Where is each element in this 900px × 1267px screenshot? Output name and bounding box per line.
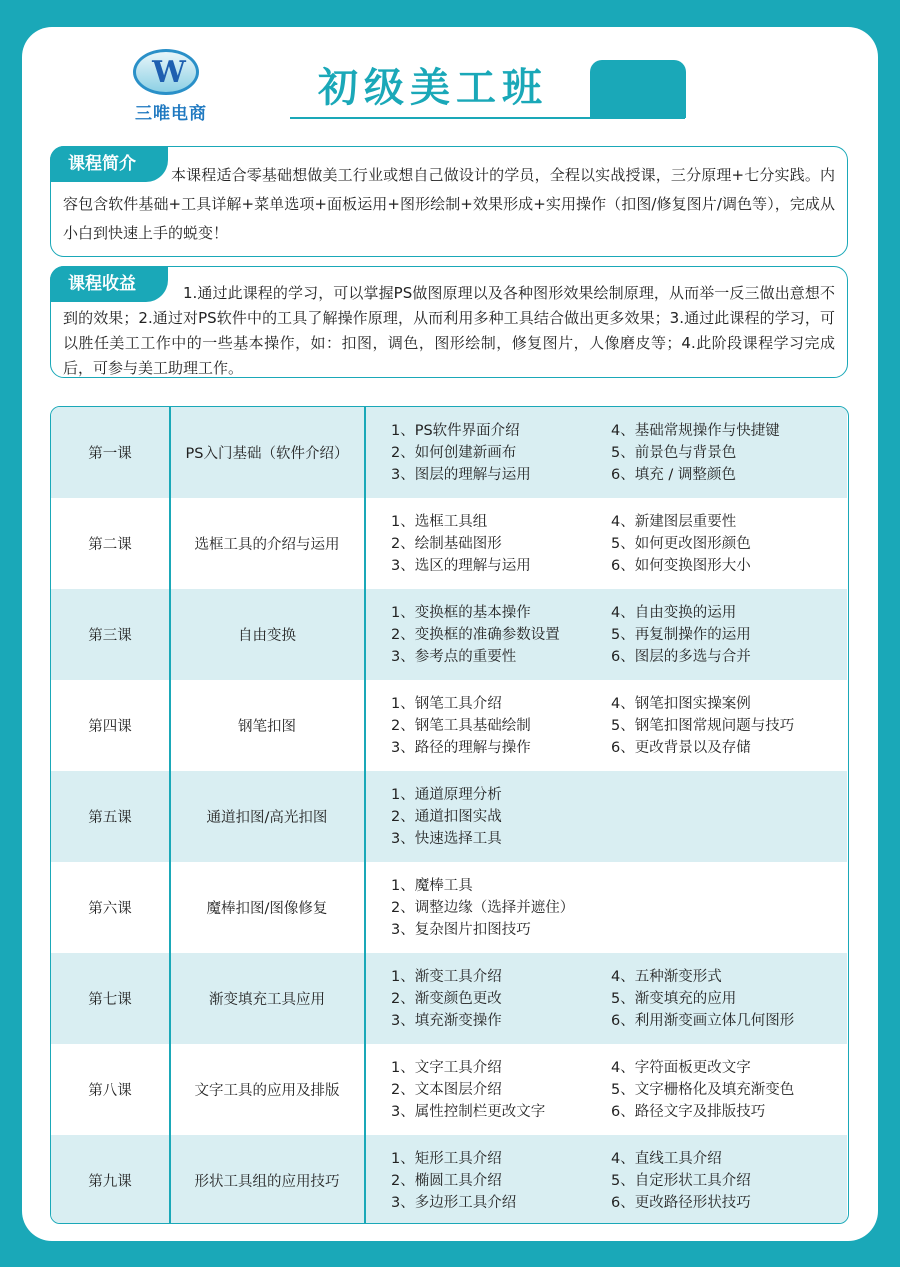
topic-item: 1、魔棒工具 (391, 877, 473, 894)
topic-item: 6、利用渐变画立体几何图形 (611, 1012, 795, 1029)
benefits-text: 1.通过此课程的学习，可以掌握PS做图原理以及各种图形效果绘制原理，从而举一反三做出意想不到的效果；2.通过对PS软件中的工具了解操作原理，从而利用多种工具结合做出更多效果；3.通过此课程的学习，可以胜任美工工作中的一些基本操作，如：扣图，调色，图形绘制，修复图片，人像磨皮等；4.此阶段课程学习完成后，可参与美工助理工作。 (63, 284, 835, 377)
topic-column (611, 1148, 831, 1214)
topic-column (611, 966, 831, 1032)
topic-item: 1、矩形工具介绍 (391, 1150, 502, 1167)
topic-item: 3、多边形工具介绍 (391, 1194, 517, 1211)
topic-item: 1、渐变工具介绍 (391, 968, 502, 985)
topic-item: 2、调整边缘（选择并遮住） (391, 899, 575, 916)
intro-section (50, 146, 848, 257)
benefits-label: 课程收益 (50, 266, 168, 302)
topic-column (391, 784, 611, 850)
lesson-title: 文字工具的应用及排版 (194, 1083, 340, 1099)
intro-label: 课程简介 (50, 146, 168, 182)
topic-item: 3、快速选择工具 (391, 830, 502, 847)
topic-item: 4、基础常规操作与快捷键 (611, 422, 780, 439)
topic-item: 4、直线工具介绍 (611, 1150, 722, 1167)
logo (118, 49, 218, 129)
topic-item: 6、更改背景以及存储 (611, 739, 751, 756)
topic-item: 2、椭圆工具介绍 (391, 1172, 502, 1189)
topic-item: 2、如何创建新画布 (391, 444, 517, 461)
topic-column (391, 1057, 611, 1123)
topic-item: 5、钢笔扣图常规问题与技巧 (611, 717, 795, 734)
lesson-number: 第一课 (88, 446, 132, 462)
lesson-title: PS入门基础（软件介绍） (185, 446, 349, 462)
topic-column (611, 420, 831, 486)
topic-item: 1、文字工具介绍 (391, 1059, 502, 1076)
lesson-topics (391, 407, 847, 498)
topic-item: 5、再复制操作的运用 (611, 626, 751, 643)
column-divider (169, 407, 171, 1223)
logo-letter: W (152, 55, 186, 90)
logo-text: 三唯电商 (135, 104, 207, 124)
lesson-title: 选框工具的介绍与运用 (194, 537, 340, 553)
intro-text: 本课程适合零基础想做美工行业或想自己做设计的学员，全程以实战授课，三分原理+七分实践。内容包含软件基础+工具详解+菜单选项+面板运用+图形绘制+效果形成+实用操作（扣图/修复图片/调色等），完成从小白到快速上手的蜕变！ (63, 166, 835, 242)
topic-item: 3、路径的理解与操作 (391, 739, 531, 756)
topic-item: 6、填充 / 调整颜色 (611, 466, 736, 483)
topic-item: 1、钢笔工具介绍 (391, 695, 502, 712)
lesson-topics (391, 1044, 847, 1135)
topic-item: 5、文字栅格化及填充渐变色 (611, 1081, 795, 1098)
topic-item: 4、自由变换的运用 (611, 604, 737, 621)
topic-item: 1、变换框的基本操作 (391, 604, 531, 621)
topic-column (611, 875, 831, 941)
topic-item: 5、如何更改图形颜色 (611, 535, 751, 552)
topic-item: 2、绘制基础图形 (391, 535, 502, 552)
lesson-number: 第八课 (88, 1083, 132, 1099)
topic-item: 4、新建图层重要性 (611, 513, 737, 530)
lesson-topics (391, 589, 847, 680)
topic-item: 2、文本图层介绍 (391, 1081, 502, 1098)
topic-column (391, 875, 611, 941)
lesson-title: 渐变填充工具应用 (209, 992, 325, 1008)
topic-column (611, 602, 831, 668)
page-title: 初级美工班 (318, 65, 548, 111)
lesson-topics (391, 862, 847, 953)
topic-item: 2、变换框的准确参数设置 (391, 626, 560, 643)
topic-item (611, 875, 831, 897)
lesson-topics (391, 953, 847, 1044)
column-divider (364, 407, 366, 1223)
topic-item: 1、PS软件界面介绍 (391, 422, 520, 439)
topic-item: 6、路径文字及排版技巧 (611, 1103, 766, 1120)
topic-column (391, 1148, 611, 1214)
topic-item: 4、钢笔扣图实操案例 (611, 695, 751, 712)
topic-column (611, 784, 831, 850)
lesson-title: 自由变换 (238, 628, 296, 644)
lesson-number: 第九课 (88, 1174, 132, 1190)
topic-item: 2、渐变颜色更改 (391, 990, 502, 1007)
lesson-topics (391, 680, 847, 771)
lesson-number: 第六课 (88, 901, 132, 917)
lesson-topics (391, 498, 847, 589)
lesson-number: 第五课 (88, 810, 132, 826)
lesson-title: 形状工具组的应用技巧 (194, 1174, 340, 1190)
topic-item: 3、填充渐变操作 (391, 1012, 502, 1029)
topic-item: 3、属性控制栏更改文字 (391, 1103, 546, 1120)
title-underline (290, 117, 685, 119)
topic-item: 5、渐变填充的应用 (611, 990, 737, 1007)
topic-column (391, 602, 611, 668)
topic-column (391, 420, 611, 486)
topic-item: 2、通道扣图实战 (391, 808, 502, 825)
lesson-topics (391, 771, 847, 862)
topic-item: 3、选区的理解与运用 (391, 557, 531, 574)
lesson-table (50, 406, 849, 1224)
topic-item: 1、通道原理分析 (391, 786, 502, 803)
topic-item (611, 806, 831, 828)
topic-item: 4、字符面板更改文字 (611, 1059, 751, 1076)
lesson-title: 通道扣图/高光扣图 (206, 810, 328, 826)
topic-item: 6、如何变换图形大小 (611, 557, 751, 574)
topic-item: 6、更改路径形状技巧 (611, 1194, 751, 1211)
topic-item: 2、钢笔工具基础绘制 (391, 717, 531, 734)
topic-column (611, 511, 831, 577)
topic-item (611, 919, 831, 941)
topic-item: 1、选框工具组 (391, 513, 488, 530)
logo-emblem (133, 49, 199, 95)
topic-column (611, 693, 831, 759)
topic-item: 3、复杂图片扣图技巧 (391, 921, 531, 938)
lesson-title: 钢笔扣图 (238, 719, 296, 735)
lesson-number: 第四课 (88, 719, 132, 735)
lesson-number: 第七课 (88, 992, 132, 1008)
topic-item: 6、图层的多选与合并 (611, 648, 751, 665)
lesson-topics (391, 1135, 847, 1224)
benefits-section (50, 266, 848, 378)
topic-item: 5、前景色与背景色 (611, 444, 737, 461)
topic-column (611, 1057, 831, 1123)
topic-column (391, 966, 611, 1032)
topic-item: 4、五种渐变形式 (611, 968, 722, 985)
topic-item (611, 828, 831, 850)
topic-column (391, 511, 611, 577)
topic-item: 3、参考点的重要性 (391, 648, 517, 665)
topic-item (611, 897, 831, 919)
topic-item (611, 784, 831, 806)
topic-item: 5、自定形状工具介绍 (611, 1172, 751, 1189)
title-decoration (590, 60, 686, 118)
topic-item: 3、图层的理解与运用 (391, 466, 531, 483)
topic-column (391, 693, 611, 759)
lesson-number: 第二课 (88, 537, 132, 553)
lesson-title: 魔棒扣图/图像修复 (206, 901, 328, 917)
lesson-number: 第三课 (88, 628, 132, 644)
